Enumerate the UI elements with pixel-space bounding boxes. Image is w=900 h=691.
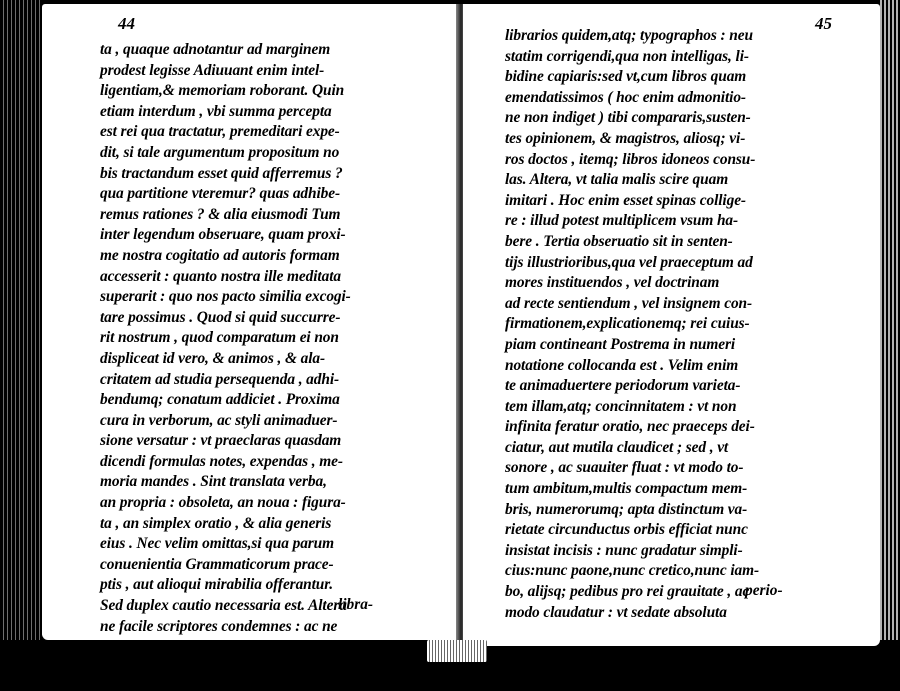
text-line: dicendi formulas notes, expendas , me- bbox=[100, 452, 343, 470]
text-line: rit nostrum , quod comparatum ei non bbox=[100, 329, 339, 347]
text-line: cura in verborum, ac styli animaduer- bbox=[100, 411, 338, 429]
text-line: las. Altera, vt talia malis scire quam bbox=[505, 171, 729, 189]
text-line: conuenientia Grammaticorum prace- bbox=[100, 555, 334, 573]
right-page-number: 45 bbox=[815, 14, 832, 33]
text-line: superarit : quo nos pacto similia excogi- bbox=[100, 288, 351, 306]
text-line: mores instituendos , vel doctrinam bbox=[505, 274, 720, 292]
text-line: infinita feratur oratio, nec praeceps dei- bbox=[505, 418, 755, 436]
text-line: qua partitione vteremur? quas adhibe- bbox=[100, 185, 341, 203]
text-line: librarios quidem,atq; typographos : neu bbox=[505, 27, 753, 44]
text-line: tes opinionem, & magistros, aliosq; vi- bbox=[505, 129, 746, 147]
text-line: firmationem,explicationemq; rei cuius- bbox=[505, 315, 750, 333]
right-page-text bbox=[505, 26, 759, 623]
spine-binding bbox=[427, 640, 487, 662]
text-line: cius:nunc paone,nunc cretico,nunc iam- bbox=[505, 562, 760, 580]
text-line: tem illam,atq; concinnitatem : vt non bbox=[505, 397, 737, 415]
text-line: bidine capiaris:sed vt,cum libros quam bbox=[505, 68, 747, 86]
left-page bbox=[42, 4, 460, 640]
text-line: insistat incisis : nunc gradatur simpli- bbox=[505, 541, 743, 559]
text-line: ta , quaque adnotantur ad marginem bbox=[100, 41, 331, 58]
text-line: bris, numerorumq; apta distinctum va- bbox=[505, 500, 748, 518]
text-line: ciatur, aut mutila claudicet ; sed , vt bbox=[505, 438, 729, 456]
text-line: piam contineant Postrema in numeri bbox=[505, 335, 736, 353]
text-line: an propria : obsoleta, an noua : figura- bbox=[100, 494, 346, 512]
text-line: te animaduertere periodorum varieta- bbox=[505, 377, 741, 395]
text-line: ne facile scriptores condemnes : ac ne bbox=[100, 617, 338, 635]
text-line: ptis , aut alioqui mirabilia offerantur. bbox=[100, 576, 334, 594]
text-line: modo claudatur : vt sedate absoluta bbox=[505, 603, 727, 621]
text-line: ros doctos , itemq; libros idoneos consu- bbox=[505, 150, 756, 168]
text-line: remus rationes ? & alia eiusmodi Tum bbox=[100, 205, 341, 223]
text-line: rietate circunductus orbis efficiat nunc bbox=[505, 521, 748, 539]
left-catchword: libra- bbox=[338, 596, 374, 613]
text-line: moria mandes . Sint translata verba, bbox=[100, 473, 327, 491]
text-line: displiceat id vero, & animos , & ala- bbox=[100, 349, 326, 367]
left-page-text bbox=[100, 40, 351, 637]
text-line: statim corrigendi,qua non intelligas, li- bbox=[505, 47, 749, 65]
right-page-edges bbox=[880, 0, 900, 691]
text-line: critatem ad studia persequenda , adhi- bbox=[100, 370, 340, 388]
text-line: bo, alijsq; pedibus pro rei grauitate , ac bbox=[505, 583, 750, 601]
text-line: etiam interdum , vbi summa percepta bbox=[100, 102, 332, 120]
text-line: prodest legisse Adiuuant enim intel- bbox=[100, 61, 325, 79]
text-line: sonore , ac suauiter fluat : vt modo to- bbox=[505, 459, 744, 477]
text-line: me nostra cogitatio ad autoris formam bbox=[100, 246, 340, 264]
text-line: eius . Nec velim omittas,si qua parum bbox=[100, 535, 335, 553]
text-line: dit, si tale argumentum propositum no bbox=[100, 143, 340, 161]
text-line: bendumq; conatum addiciet . Proxima bbox=[100, 391, 340, 409]
text-line: ne non indiget ) tibi compararis,susten- bbox=[505, 109, 751, 127]
text-line: Sed duplex cautio necessaria est. Altera bbox=[100, 597, 347, 615]
right-page bbox=[463, 4, 880, 646]
text-line: re : illud potest multiplicem vsum ha- bbox=[505, 212, 739, 230]
left-page-edges bbox=[0, 0, 42, 691]
text-line: inter legendum obseruare, quam proxi- bbox=[100, 226, 346, 244]
text-line: tum ambitum,multis compactum mem- bbox=[505, 480, 748, 498]
text-line: tijs illustrioribus,qua vel praeceptum ad bbox=[505, 253, 753, 271]
text-line: notatione collocanda est . Velim enim bbox=[505, 356, 739, 374]
text-line: ligentiam,& memoriam roborant. Quin bbox=[100, 82, 345, 100]
text-line: bere . Tertia obseruatio sit in senten- bbox=[505, 232, 733, 250]
text-line: tare possimus . Quod si quid succurre- bbox=[100, 308, 341, 326]
text-line: ta , an simplex oratio , & alia generis bbox=[100, 514, 332, 532]
text-line: emendatissimos ( hoc enim admonitio- bbox=[505, 88, 746, 106]
right-catchword: perio- bbox=[745, 582, 783, 599]
text-line: sione versatur : vt praeclaras quasdam bbox=[100, 432, 342, 450]
left-page-number: 44 bbox=[118, 14, 135, 33]
text-line: bis tractandum esset quid afferremus ? bbox=[100, 164, 343, 182]
text-line: est rei qua tractatur, premeditari expe- bbox=[100, 123, 340, 141]
text-line: accesserit : quanto nostra ille meditata bbox=[100, 267, 341, 285]
text-line: imitari . Hoc enim esset spinas collige- bbox=[505, 191, 746, 209]
text-line: ad recte sentiendum , vel insignem con- bbox=[505, 294, 753, 312]
